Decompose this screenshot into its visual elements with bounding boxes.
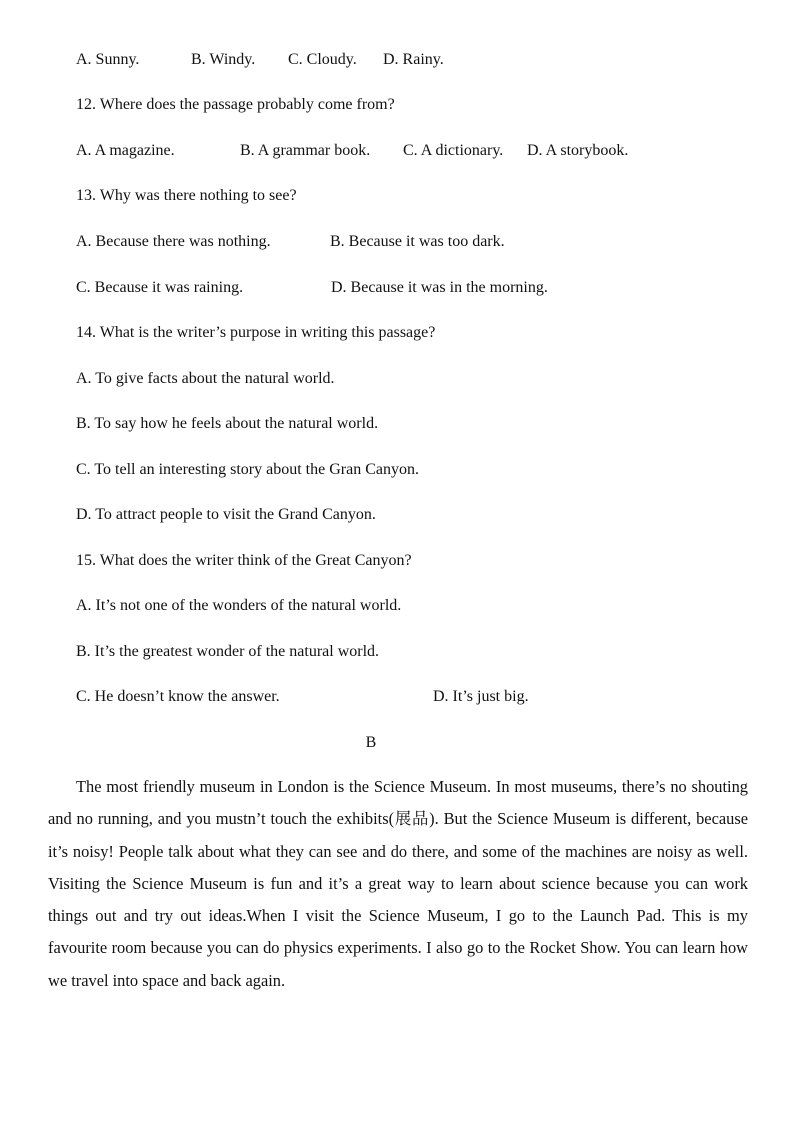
q12-option-a: A. A magazine. xyxy=(76,142,175,159)
q11-option-a: A. Sunny. xyxy=(76,51,140,68)
q14-question: 14. What is the writer’s purpose in writing this passage? xyxy=(76,324,436,341)
q15-question: 15. What does the writer think of the Great Canyon? xyxy=(76,552,412,569)
q13-option-a: A. Because there was nothing. xyxy=(76,233,271,250)
q13-option-b: B. Because it was too dark. xyxy=(330,233,505,250)
q11-option-b: B. Windy. xyxy=(191,51,256,68)
q14-option-b: B. To say how he feels about the natural world. xyxy=(76,415,379,432)
q12-option-b: B. A grammar book. xyxy=(240,142,371,159)
q12-question: 12. Where does the passage probably come from? xyxy=(76,96,395,113)
q15-option-c: C. He doesn’t know the answer. xyxy=(76,688,280,705)
q14-option-a: A. To give facts about the natural world. xyxy=(76,370,335,387)
q15-option-a: A. It’s not one of the wonders of the natural world. xyxy=(76,597,402,614)
q14-option-d: D. To attract people to visit the Grand Canyon. xyxy=(76,506,376,523)
q12-option-c: C. A dictionary. xyxy=(403,142,504,159)
q11-option-d: D. Rainy. xyxy=(383,51,444,68)
q13-option-d: D. Because it was in the morning. xyxy=(331,279,548,296)
section-b-heading: B xyxy=(365,734,377,751)
q12-option-d: D. A storybook. xyxy=(527,142,629,159)
q13-question: 13. Why was there nothing to see? xyxy=(76,187,297,204)
section-b-passage: The most friendly museum in London is the Science Museum. In most museums, there’s no shouting and no running, and you mustn’t touch the exhibits(展品). But the Science Museum is different, because it’s noisy! People talk about what they can see and do there, and some of the machines are noisy as well. Visiting the Science Museum is fun and it’s a great way to learn about science because you can work things out and try out ideas.When I visit the Science Museum, I go to the Launch Pad. This is my favourite room because you can do physics experiments. I also go to the Rocket Show. You can learn how we travel into space and back again. xyxy=(48,777,748,990)
q13-option-c: C. Because it was raining. xyxy=(76,279,244,296)
q11-option-c: C. Cloudy. xyxy=(288,51,357,68)
q15-option-b: B. It’s the greatest wonder of the natural world. xyxy=(76,643,380,660)
q14-option-c: C. To tell an interesting story about the Gran Canyon. xyxy=(76,461,419,478)
q15-option-d: D. It’s just big. xyxy=(433,688,529,705)
